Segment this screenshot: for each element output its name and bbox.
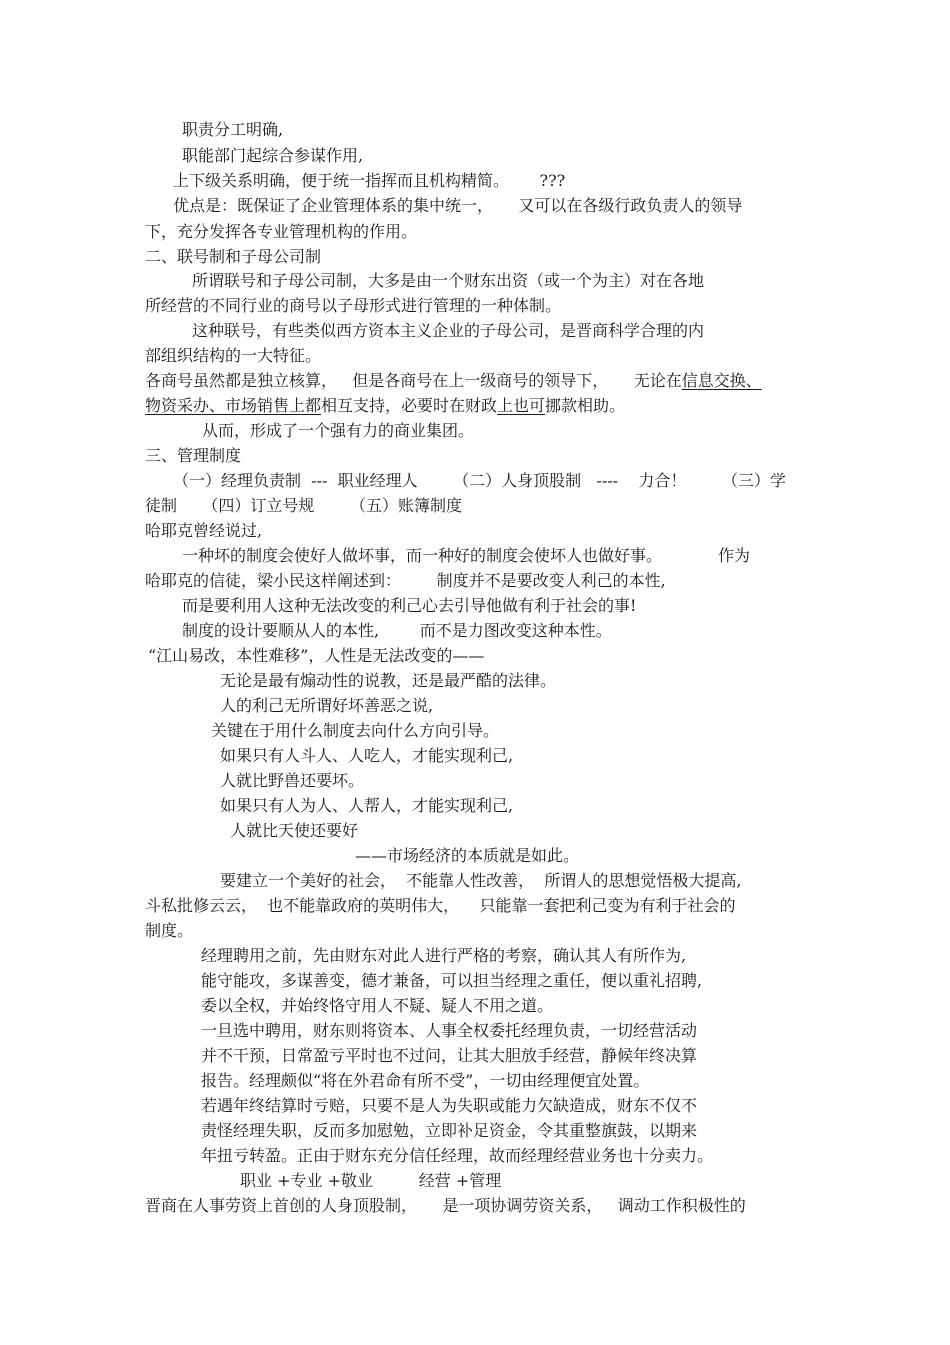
text-line: 关键在于用什么制度去向什么方向引导。 bbox=[211, 721, 500, 740]
section-heading: 三、管理制度 bbox=[145, 446, 242, 465]
text-line: 如果只有人斗人、人吃人，才能实现利己, bbox=[220, 746, 514, 765]
text-line: 所谓联号和子母公司制，大多是由一个财东出资（或一个为主）对在各地 bbox=[192, 271, 705, 290]
text-line: 人就比野兽还要坏。 bbox=[220, 771, 365, 790]
text-run: 挪款相助。 bbox=[545, 396, 626, 415]
text-line: 下，充分发挥各专业管理机构的作用。 bbox=[145, 222, 418, 241]
text-line: 制度的设计要顺从人的本性, 而不是力图改变这种本性。 bbox=[182, 621, 612, 640]
text-line: 如果只有人为人、人帮人，才能实现利己, bbox=[220, 796, 514, 815]
section-heading: 二、联号制和子母公司制 bbox=[145, 247, 322, 266]
text-line: （一）经理负责制 --- 职业经理人 （二）人身顶股制 ---- 力合！ （三）学 bbox=[173, 471, 786, 490]
text-line bbox=[145, 371, 762, 391]
text-line: 徒制 （四）订立号规 （五）账簿制度 bbox=[145, 496, 463, 515]
text-line: 经理聘用之前，先由财东对此人进行严格的考察，确认其人有所作为, bbox=[201, 946, 687, 965]
text-run: 各商号虽然都是独立核算， 但是各商号在上一级商号的领导下， 无论在 bbox=[145, 371, 682, 390]
text-line: ——市场经济的本质就是如此。 bbox=[355, 846, 580, 865]
text-line: 一旦选中聘用，财东则将资本、人事全权委托经理负责，一切经营活动 bbox=[201, 1021, 698, 1040]
text-line: 年扭亏转盈。正由于财东充分信任经理，故而经理经营业务也十分卖力。 bbox=[201, 1146, 714, 1165]
text-line: 人就比天使还要好 bbox=[230, 821, 359, 840]
text-line: 这种联号，有些类似西方资本主义企业的子母公司，是晋商科学合理的内 bbox=[192, 321, 705, 340]
text-line: 报告。经理颇似“将在外君命有所不受”，一切由经理便宜处置。 bbox=[201, 1071, 650, 1090]
text-line: 部组织结构的一大特征。 bbox=[145, 346, 322, 365]
text-line: 无论是最有煽动性的说教，还是最严酷的法律。 bbox=[220, 671, 557, 690]
text-line: 哈耶克曾经说过, bbox=[145, 521, 263, 540]
text-line: 若遇年终结算时亏赔，只要不是人为失职或能力欠缺造成，财东不仅不 bbox=[201, 1096, 698, 1115]
text-line: 委以全权，并始终恪守用人不疑、疑人不用之道。 bbox=[201, 996, 554, 1015]
text-line: 要建立一个美好的社会， 不能靠人性改善， 所谓人的思想觉悟极大提高, bbox=[220, 871, 742, 890]
underlined-text: 上也可 bbox=[497, 396, 546, 415]
text-line: 制度。 bbox=[145, 921, 194, 940]
text-line: 哈耶克的信徒，梁小民这样阐述到： 制度并不是要改变人利己的本性, bbox=[145, 571, 666, 590]
text-line: 职责分工明确, bbox=[182, 120, 284, 139]
text-line: 从而，形成了一个强有力的商业集团。 bbox=[202, 421, 475, 440]
text-line: 责怪经理失职，反而多加慰勉，立即补足资金，令其重整旗鼓，以期来 bbox=[201, 1121, 698, 1140]
text-line: 而是要利用人这种无法改变的利己心去引导他做有利于社会的事! bbox=[182, 596, 637, 615]
text-line: 并不干预，日常盈亏平时也不过问，让其大胆放手经营，静候年终决算 bbox=[201, 1046, 698, 1065]
underlined-text: 信息交换、 bbox=[681, 371, 762, 390]
text-line: “江山易改，本性难移”，人性是无法改变的—— bbox=[148, 646, 485, 665]
text-line: 上下级关系明确，便于统一指挥而且机构精简。 ??? bbox=[173, 171, 566, 190]
underlined-text: 物资采办、市场销售上都 bbox=[145, 396, 322, 415]
text-line: 晋商在人事劳资上首创的人身顶股制， 是一项协调劳资关系， 调动工作积极性的 bbox=[145, 1196, 746, 1215]
text-line: 职能部门起综合参谋作用, bbox=[182, 146, 364, 165]
text-line: 优点是：既保证了企业管理体系的集中统一， 又可以在各级行政负责人的领导 bbox=[173, 196, 743, 215]
text-line: 所经营的不同行业的商号以子母形式进行管理的一种体制。 bbox=[145, 296, 562, 315]
text-line: 人的利己无所谓好坏善恶之说, bbox=[220, 696, 434, 715]
text-line bbox=[145, 396, 625, 416]
text-line: 斗私批修云云， 也不能靠政府的英明伟大， 只能靠一套把利己变为有利于社会的 bbox=[145, 896, 736, 915]
text-run: 相互支持，必要时在财政 bbox=[321, 396, 498, 415]
text-line: 一种坏的制度会使好人做坏事，而一种好的制度会使坏人也做好事。 作为 bbox=[182, 546, 750, 565]
text-line: 能守能攻，多谋善变，德才兼备，可以担当经理之重任，便以重礼招聘, bbox=[201, 971, 703, 990]
text-line: 职业 +专业 +敬业 经营 +管理 bbox=[240, 1171, 502, 1190]
